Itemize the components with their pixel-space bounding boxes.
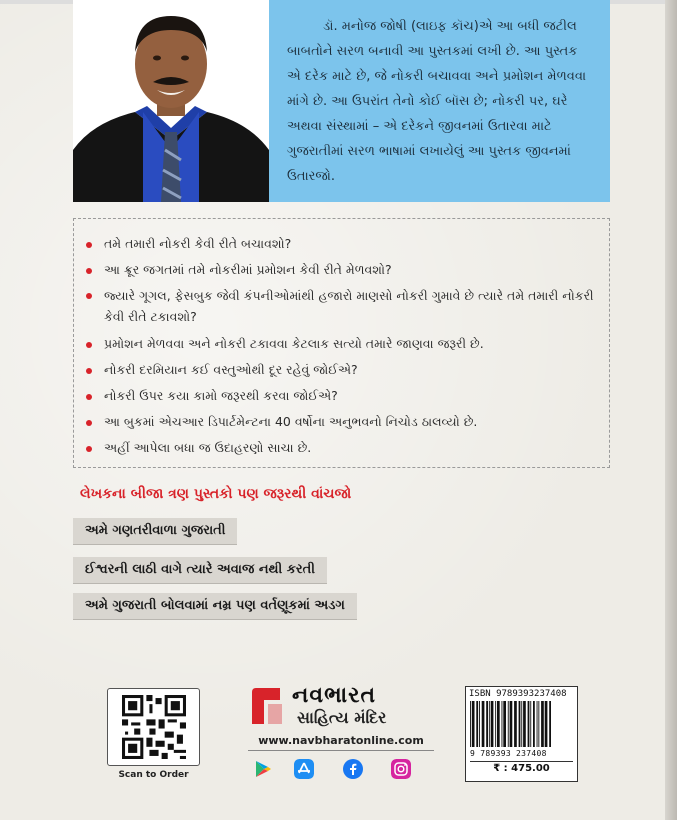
author-photo	[73, 0, 269, 202]
author-blurb	[269, 0, 610, 202]
qr-code	[107, 688, 200, 766]
barcode-bar	[508, 701, 509, 747]
barcode	[465, 686, 578, 782]
list-item: તમે તમારી નોકરી કેવી રીતે બચાવશો?	[104, 231, 595, 257]
isbn-label: ISBN 9789393237408	[469, 689, 567, 699]
barcode-bar	[502, 701, 503, 747]
qr-caption: Scan to Order	[118, 770, 189, 780]
barcode-bar	[533, 701, 535, 747]
other-book-title: અમે ગણતરીવાળા ગુજરાતી	[73, 518, 237, 544]
barcode-bar	[491, 701, 494, 747]
publisher-logo-icon	[250, 686, 284, 726]
barcode-digits: 9 789393 237408	[470, 749, 547, 758]
barcode-bar	[503, 701, 506, 747]
barcode-bar	[537, 701, 538, 747]
list-item: જ્યારે ગૂગલ, ફેસબુક જેવી કંપનીઓમાંથી હજારો માણસો નોકરી ગુમાવે છે ત્યારે તમે તમારી નોકરી કેવી રીતે ટકાવશો?	[104, 285, 595, 327]
barcode-bar	[538, 701, 539, 747]
list-item: નોકરી દરમિયાન કઈ વસ્તુઓથી દૂર રહેવું જોઈએ?	[104, 357, 595, 383]
other-book-title: ઈશ્વરની લાઠી વાગે ત્યારે અવાજ નથી કરતી	[73, 557, 327, 583]
barcode-bars	[470, 701, 575, 747]
barcode-bar	[495, 701, 496, 747]
facebook-icon[interactable]	[343, 759, 363, 779]
author-blurb-text: ડૉ. મનોજ જોષી (લાઇફ કૉચ)એ આ બધી જટીલ બાબતોને સરળ બનાવી આ પુસ્તકમાં લખી છે. આ પુસ્તક એ દરેક માટે છે, જે નોકરી બચાવવા અને પ્રમોશન મેળવવા માંગે છે. આ ઉપરાંત તેનો કોઈ બૉસ છે; નોકરી પર, ઘરે અથવા સંસ્થામાં – એ દરેકને જીવનમાં ઉતારવા માટે ગુજરાતીમાં સરળ ભાષામાં લખાયેલું આ પુસ્તક જીવનમાં ઉતારજો.	[287, 19, 587, 184]
other-book-title: અમે ગુજરાતી બોલવામાં નમ્ર પણ વર્તણૂકમાં અડગ	[73, 593, 357, 619]
barcode-bar	[479, 701, 480, 747]
social-links	[253, 759, 423, 781]
barcode-bar	[523, 701, 526, 747]
app-store-icon[interactable]	[294, 759, 314, 779]
barcode-bar	[497, 701, 500, 747]
price: ₹ : 475.00	[493, 763, 550, 774]
barcode-bar	[510, 701, 513, 747]
barcode-bar	[530, 701, 531, 747]
list-item: પ્રમોશન મેળવવા અને નોકરી ટકાવવા કેટલાક સત્યો તમારે જાણવા જરૂરી છે.	[104, 331, 595, 357]
publisher-name: નવભારત	[292, 683, 377, 708]
key-points-list	[104, 231, 595, 461]
barcode-bar	[489, 701, 490, 747]
barcode-bar	[514, 701, 517, 747]
barcode-bar	[486, 701, 488, 747]
spine-edge	[665, 0, 677, 820]
list-item: અહીં આપેલા બધા જ ઉદાહરણો સાચા છે.	[104, 435, 595, 461]
list-item: આ ક્રૂર જગતમાં તમે નોકરીમાં પ્રમોશન કેવી રીતે મેળવશો?	[104, 257, 595, 283]
list-item: આ બુકમાં એચઆર ડિપાર્ટમેન્ટના 40 વર્ષોના અનુભવનો નિચોડ ઠાલવ્યો છે.	[104, 409, 595, 435]
key-points-box	[73, 218, 610, 468]
barcode-bar	[472, 701, 475, 747]
barcode-bar	[476, 701, 478, 747]
instagram-icon[interactable]	[391, 759, 411, 779]
barcode-bar	[519, 701, 521, 747]
divider	[470, 761, 573, 762]
barcode-bar	[482, 701, 485, 747]
barcode-bar	[549, 701, 551, 747]
barcode-bar	[545, 701, 548, 747]
barcode-bar	[541, 701, 544, 747]
play-store-icon[interactable]	[253, 759, 273, 779]
barcode-bar	[528, 701, 530, 747]
other-books-heading: લેખકના બીજા ત્રણ પુસ્તકો પણ જરૂરથી વાંચજો	[80, 486, 352, 502]
list-item: નોકરી ઉપર કયા કામો જરૂરથી કરવા જોઈએ?	[104, 383, 595, 409]
publisher-website[interactable]: www.navbharatonline.com	[258, 734, 424, 747]
publisher-subtitle: સાહિત્ય મંદિર	[297, 708, 387, 727]
qr-code-icon	[122, 695, 186, 759]
divider	[248, 750, 434, 751]
barcode-bar	[521, 701, 522, 747]
barcode-bar	[470, 701, 471, 747]
